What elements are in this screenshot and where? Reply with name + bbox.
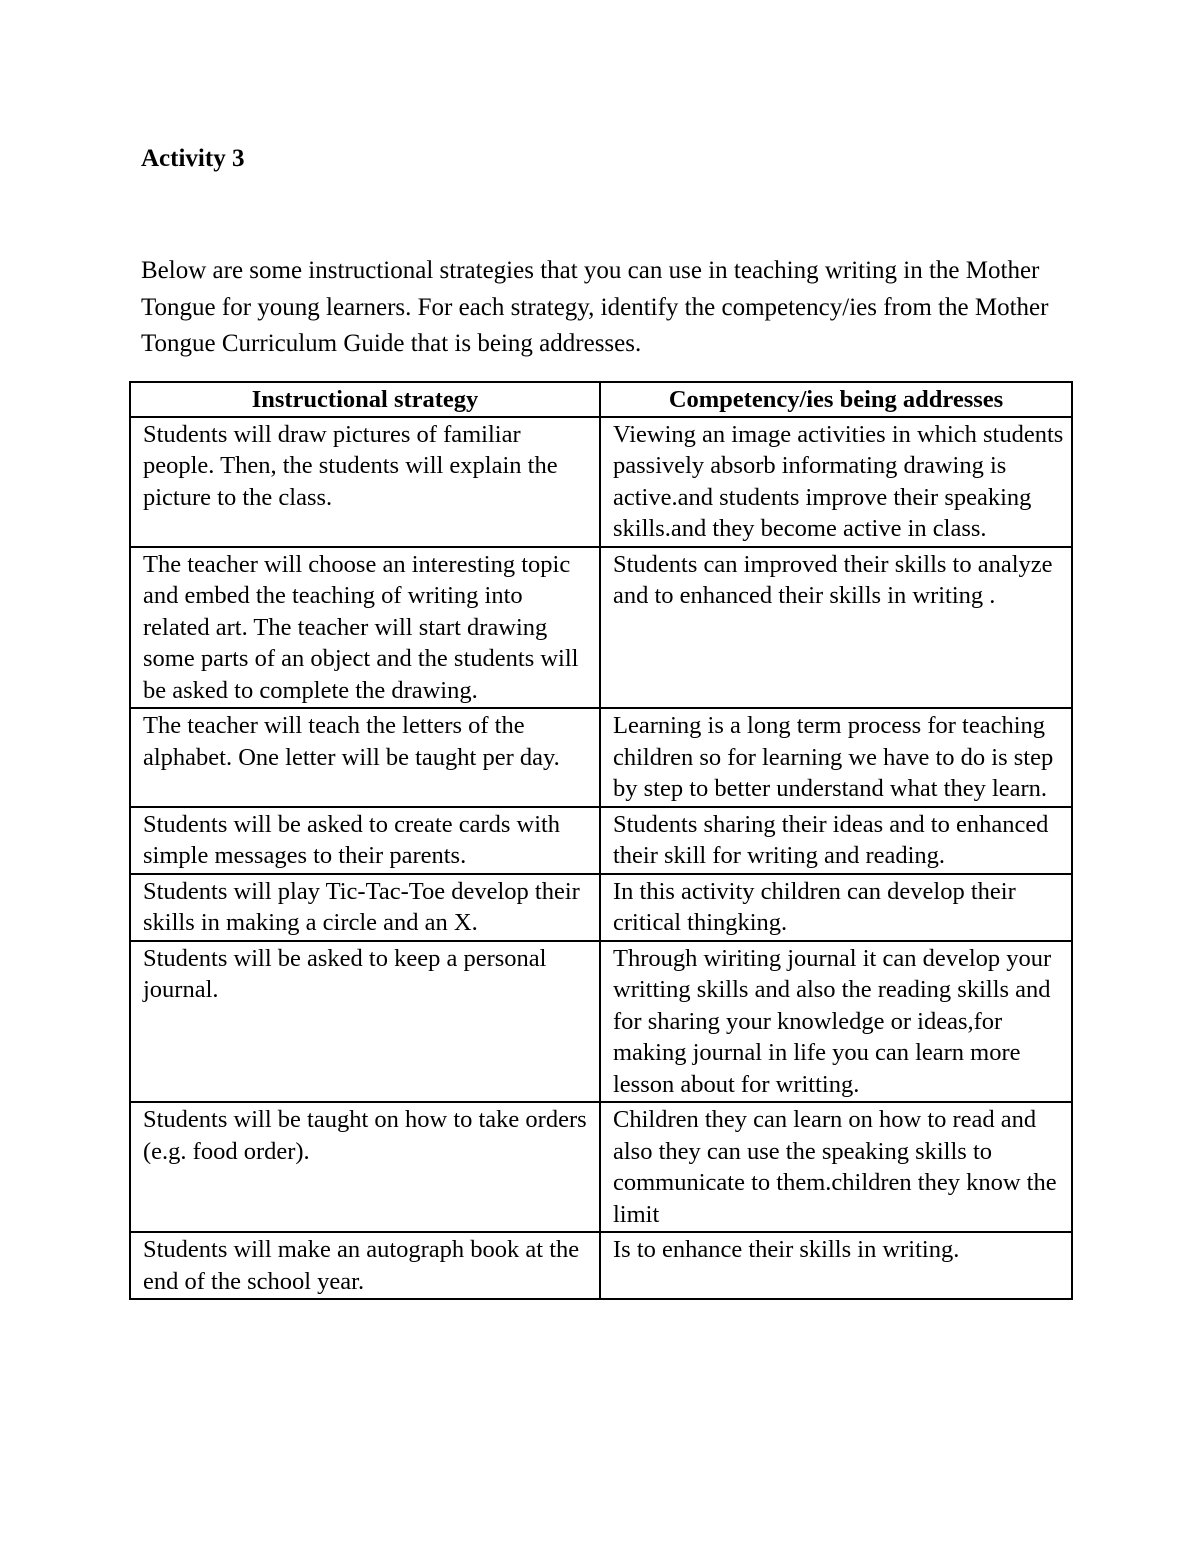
intro-paragraph: Below are some instructional strategies that you can use in teaching writing in the Mother Tongue for young learners. For each strategy, identify the competency/ies from the Mother Tongue Curriculum Guide that is being addresses. [141, 257, 1049, 357]
strategy-cell: Students will be asked to keep a personal journal. [130, 941, 600, 1103]
table-row [130, 941, 1072, 1103]
strategy-cell: Students will make an autograph book at the end of the school year. [130, 1232, 600, 1299]
strategy-cell: The teacher will teach the letters of the alphabet. One letter will be taught per day. [130, 708, 600, 807]
table-row [130, 874, 1072, 941]
competency-cell: Children they can learn on how to read and also they can use the speaking skills to communicate to them.children they know the limit [600, 1102, 1072, 1232]
strategy-cell: Students will draw pictures of familiar people. Then, the students will explain the picture to the class. [130, 417, 600, 547]
strategies-table [129, 381, 1073, 1300]
competency-cell: Through wiriting journal it can develop your writting skills and also the reading skills and for sharing your knowledge or ideas,for making journal in life you can learn more lesson about for writting. [600, 941, 1072, 1103]
table-header-row [130, 382, 1072, 417]
header-instructional-strategy: Instructional strategy [130, 382, 600, 417]
strategy-cell: The teacher will choose an interesting topic and embed the teaching of writing into related art. The teacher will start drawing some parts of an object and the students will be asked to complete the drawing. [130, 547, 600, 709]
table-row [130, 807, 1072, 874]
competency-cell: Is to enhance their skills in writing. [600, 1232, 1072, 1299]
strategy-cell: Students will play Tic-Tac-Toe develop their skills in making a circle and an X. [130, 874, 600, 941]
strategy-cell: Students will be taught on how to take orders (e.g. food order). [130, 1102, 600, 1232]
competency-cell: In this activity children can develop their critical thingking. [600, 874, 1072, 941]
table-row [130, 417, 1072, 547]
table-row [130, 1102, 1072, 1232]
activity-title: Activity 3 [141, 145, 245, 172]
table-row [130, 547, 1072, 709]
competency-cell: Learning is a long term process for teaching children so for learning we have to do is step by step to better understand what they learn. [600, 708, 1072, 807]
table-row [130, 1232, 1072, 1299]
competency-cell: Viewing an image activities in which students passively absorb informating drawing is active.and students improve their speaking skills.and they become active in class. [600, 417, 1072, 547]
competency-cell: Students can improved their skills to analyze and to enhanced their skills in writing . [600, 547, 1072, 709]
competency-cell: Students sharing their ideas and to enhanced their skill for writing and reading. [600, 807, 1072, 874]
table-row [130, 708, 1072, 807]
header-competency: Competency/ies being addresses [600, 382, 1072, 417]
strategy-cell: Students will be asked to create cards with simple messages to their parents. [130, 807, 600, 874]
